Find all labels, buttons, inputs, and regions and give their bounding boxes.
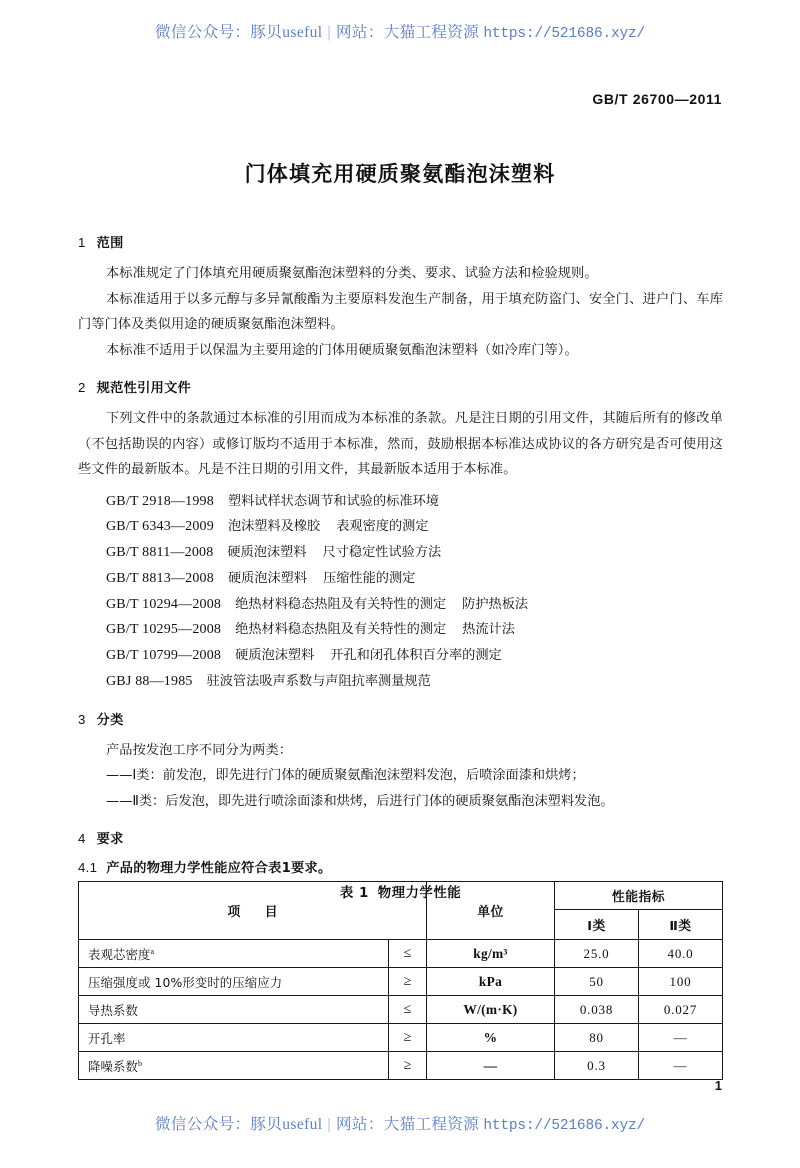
reference-method: 热流计法: [462, 622, 515, 638]
table-cell-sign: ≤: [389, 996, 427, 1024]
section-number-scope: 1: [78, 235, 86, 250]
table-cell-sign: ≤: [389, 940, 427, 968]
table-cell-unit: %: [427, 1024, 555, 1052]
clause-number-4-1: 4.1: [78, 860, 98, 876]
section-heading-requirements: [78, 828, 723, 847]
table-cell-footnote-marker: b: [137, 1058, 143, 1068]
table-cell-item-text: 降噪系数: [88, 1058, 138, 1074]
watermark-url: https://521686.xyz/: [483, 26, 645, 42]
reference-item: [78, 643, 723, 669]
table-row: [79, 996, 723, 1024]
reference-name: 塑料试样状态调节和试验的标准环境: [227, 493, 439, 509]
table-header-item: 项 目: [79, 882, 427, 940]
table-cell-class-1: 0.3: [555, 1052, 639, 1080]
table-caption-label: 表 1: [339, 886, 369, 902]
reference-method: 表观密度的测定: [336, 519, 429, 535]
classification-item-1: ——Ⅰ类：前发泡，即先进行门体的硬质聚氨酯泡沫塑料发泡，后喷涂面漆和烘烤；: [106, 768, 585, 784]
reference-code: GBJ 88—1985: [106, 674, 193, 690]
table-cell-class-1: 50: [555, 968, 639, 996]
watermark-separator: |: [327, 1116, 332, 1133]
table-cell-item-text: 表观芯密度: [88, 946, 151, 962]
reference-item: [78, 514, 723, 540]
table-cell-item: [79, 1024, 389, 1052]
watermark-site-label: 网站：大猫工程资源: [336, 24, 480, 41]
reference-method: 尺寸稳定性试验方法: [322, 545, 442, 561]
table-cell-item-text: 压缩强度或 10%形变时的压缩应力: [88, 974, 283, 990]
section-heading-scope: [78, 232, 723, 251]
table-cell-unit: kg/m³: [427, 940, 555, 968]
reference-code: GB/T 10294—2008: [106, 596, 222, 612]
table-cell-item: [79, 968, 389, 996]
reference-method: [439, 494, 455, 509]
reference-method: [431, 674, 447, 689]
table-cell-item-text: 开孔率: [88, 1030, 126, 1046]
page-number: 1: [714, 1078, 722, 1093]
scope-paragraph-2: 本标准适用于以多元醇与多异氰酸酯为主要原料发泡生产制备，用于填充防盗门、安全门、进户门、车库门等门体及类似用途的硬质聚氨酯泡沫塑料。: [78, 291, 723, 332]
table-row: [79, 1024, 723, 1052]
section-number-references: 2: [78, 380, 86, 395]
table-cell-class-2: 40.0: [639, 940, 723, 968]
reference-code: GB/T 2918—1998: [106, 493, 214, 509]
watermark-site-label: 网站：大猫工程资源: [336, 1116, 480, 1133]
document-body: [78, 232, 723, 901]
table-cell-class-2: —: [639, 1024, 723, 1052]
table-cell-class-1: 0.038: [555, 996, 639, 1024]
table-cell-sign: ≥: [389, 1024, 427, 1052]
reference-name: 硬质泡沫塑料: [235, 648, 315, 664]
reference-method: 压缩性能的测定: [323, 570, 416, 586]
table-cell-sign: ≥: [389, 1052, 427, 1080]
section-number-requirements: 4: [78, 831, 86, 847]
watermark-bottom: [0, 1112, 800, 1134]
page-title: 门体填充用硬质聚氨酯泡沫塑料: [244, 162, 556, 186]
reference-name: 硬质泡沫塑料: [227, 545, 307, 561]
scope-paragraph-1: 本标准规定了门体填充用硬质聚氨酯泡沫塑料的分类、要求、试验方法和检验规则。: [106, 266, 598, 281]
reference-code: GB/T 8813—2008: [106, 570, 214, 586]
section-title-requirements: 要求: [96, 832, 124, 848]
section-title-classification: 分类: [96, 712, 124, 728]
table-cell-class-2: 0.027: [639, 996, 723, 1024]
table-cell-class-2: —: [639, 1052, 723, 1080]
section-heading-classification: [78, 709, 723, 728]
classification-item-2: ——Ⅱ类：后发泡，即先进行喷涂面漆和烘烤，后进行门体的硬质聚氨酯泡沫塑料发泡。: [106, 793, 614, 809]
section-title-scope: 范围: [96, 236, 124, 251]
table-row: [79, 1052, 723, 1080]
reference-name: 绝热材料稳态热阻及有关特性的测定: [235, 596, 447, 612]
section-heading-references: [78, 377, 723, 396]
reference-name: 驻波管法吸声系数与声阻抗率测量规范: [206, 674, 431, 690]
table-cell-unit: kPa: [427, 968, 555, 996]
reference-method: 开孔和闭孔体积百分率的测定: [330, 648, 502, 664]
reference-code: GB/T 8811—2008: [106, 545, 214, 561]
clause-heading-4-1: [78, 857, 723, 876]
table-header-class-1: Ⅰ类: [555, 910, 639, 940]
table-header-performance: 性能指标: [555, 882, 723, 910]
reference-name: 绝热材料稳态热阻及有关特性的测定: [235, 622, 447, 638]
reference-item: [78, 669, 723, 695]
table-cell-item: [79, 1052, 389, 1080]
reference-item: [78, 566, 723, 592]
reference-code: GB/T 10799—2008: [106, 648, 222, 664]
section-number-classification: 3: [78, 711, 86, 727]
table-cell-item-text: 导热系数: [88, 1002, 138, 1018]
classification-intro: 产品按发泡工序不同分为两类：: [106, 742, 293, 758]
reference-method: 防护热板法: [462, 596, 529, 612]
reference-item: [78, 540, 723, 566]
table-cell-item: [79, 940, 389, 968]
reference-code: GB/T 10295—2008: [106, 622, 222, 638]
table-cell-class-1: 25.0: [555, 940, 639, 968]
table-caption-title: 物理力学性能: [377, 886, 462, 902]
section-title-references: 规范性引用文件: [96, 381, 192, 396]
table-cell-class-2: 100: [639, 968, 723, 996]
table-cell-unit: W/(m·K): [427, 996, 555, 1024]
standard-number: GB/T 26700—2011: [592, 91, 722, 107]
watermark-wechat-label: 微信公众号：豚贝useful: [155, 1116, 323, 1133]
table-cell-item: [79, 996, 389, 1024]
table-cell-class-1: 80: [555, 1024, 639, 1052]
table-cell-sign: ≥: [389, 968, 427, 996]
table-cell-unit: —: [427, 1052, 555, 1080]
reference-code: GB/T 6343—2009: [106, 519, 214, 535]
watermark-separator: |: [327, 24, 332, 41]
table-cell-footnote-marker: a: [150, 946, 155, 956]
watermark-url: https://521686.xyz/: [483, 1118, 645, 1134]
table-header-unit: 单位: [427, 882, 555, 940]
reference-name: 硬质泡沫塑料: [227, 570, 308, 586]
reference-item: [78, 617, 723, 643]
watermark-wechat-label: 微信公众号：豚贝useful: [155, 24, 323, 41]
clause-text-4-1: 产品的物理力学性能应符合表1要求。: [106, 861, 332, 877]
physical-mechanical-properties-table: [78, 881, 723, 1080]
table-header-row-top: [79, 882, 723, 910]
reference-name: 泡沫塑料及橡胶: [227, 519, 321, 535]
references-intro: 下列文件中的条款通过本标准的引用而成为本标准的条款。凡是注日期的引用文件，其随后所有的修改单（不包括勘误的内容）或修订版均不适用于本标准，然而，鼓励根据本标准达成协议的各方研究是否可使用这些文件的最新版本。凡是不注日期的引用文件，其最新版本适用于本标准。: [78, 411, 723, 477]
watermark-top: [0, 20, 800, 42]
table-row: [79, 968, 723, 996]
reference-item: [78, 592, 723, 618]
scope-paragraph-3: 本标准不适用于以保温为主要用途的门体用硬质聚氨酯泡沫塑料（如冷库门等）。: [106, 342, 578, 358]
table-row: [79, 940, 723, 968]
reference-item: [78, 489, 723, 515]
table-header-class-2: Ⅱ类: [639, 910, 723, 940]
